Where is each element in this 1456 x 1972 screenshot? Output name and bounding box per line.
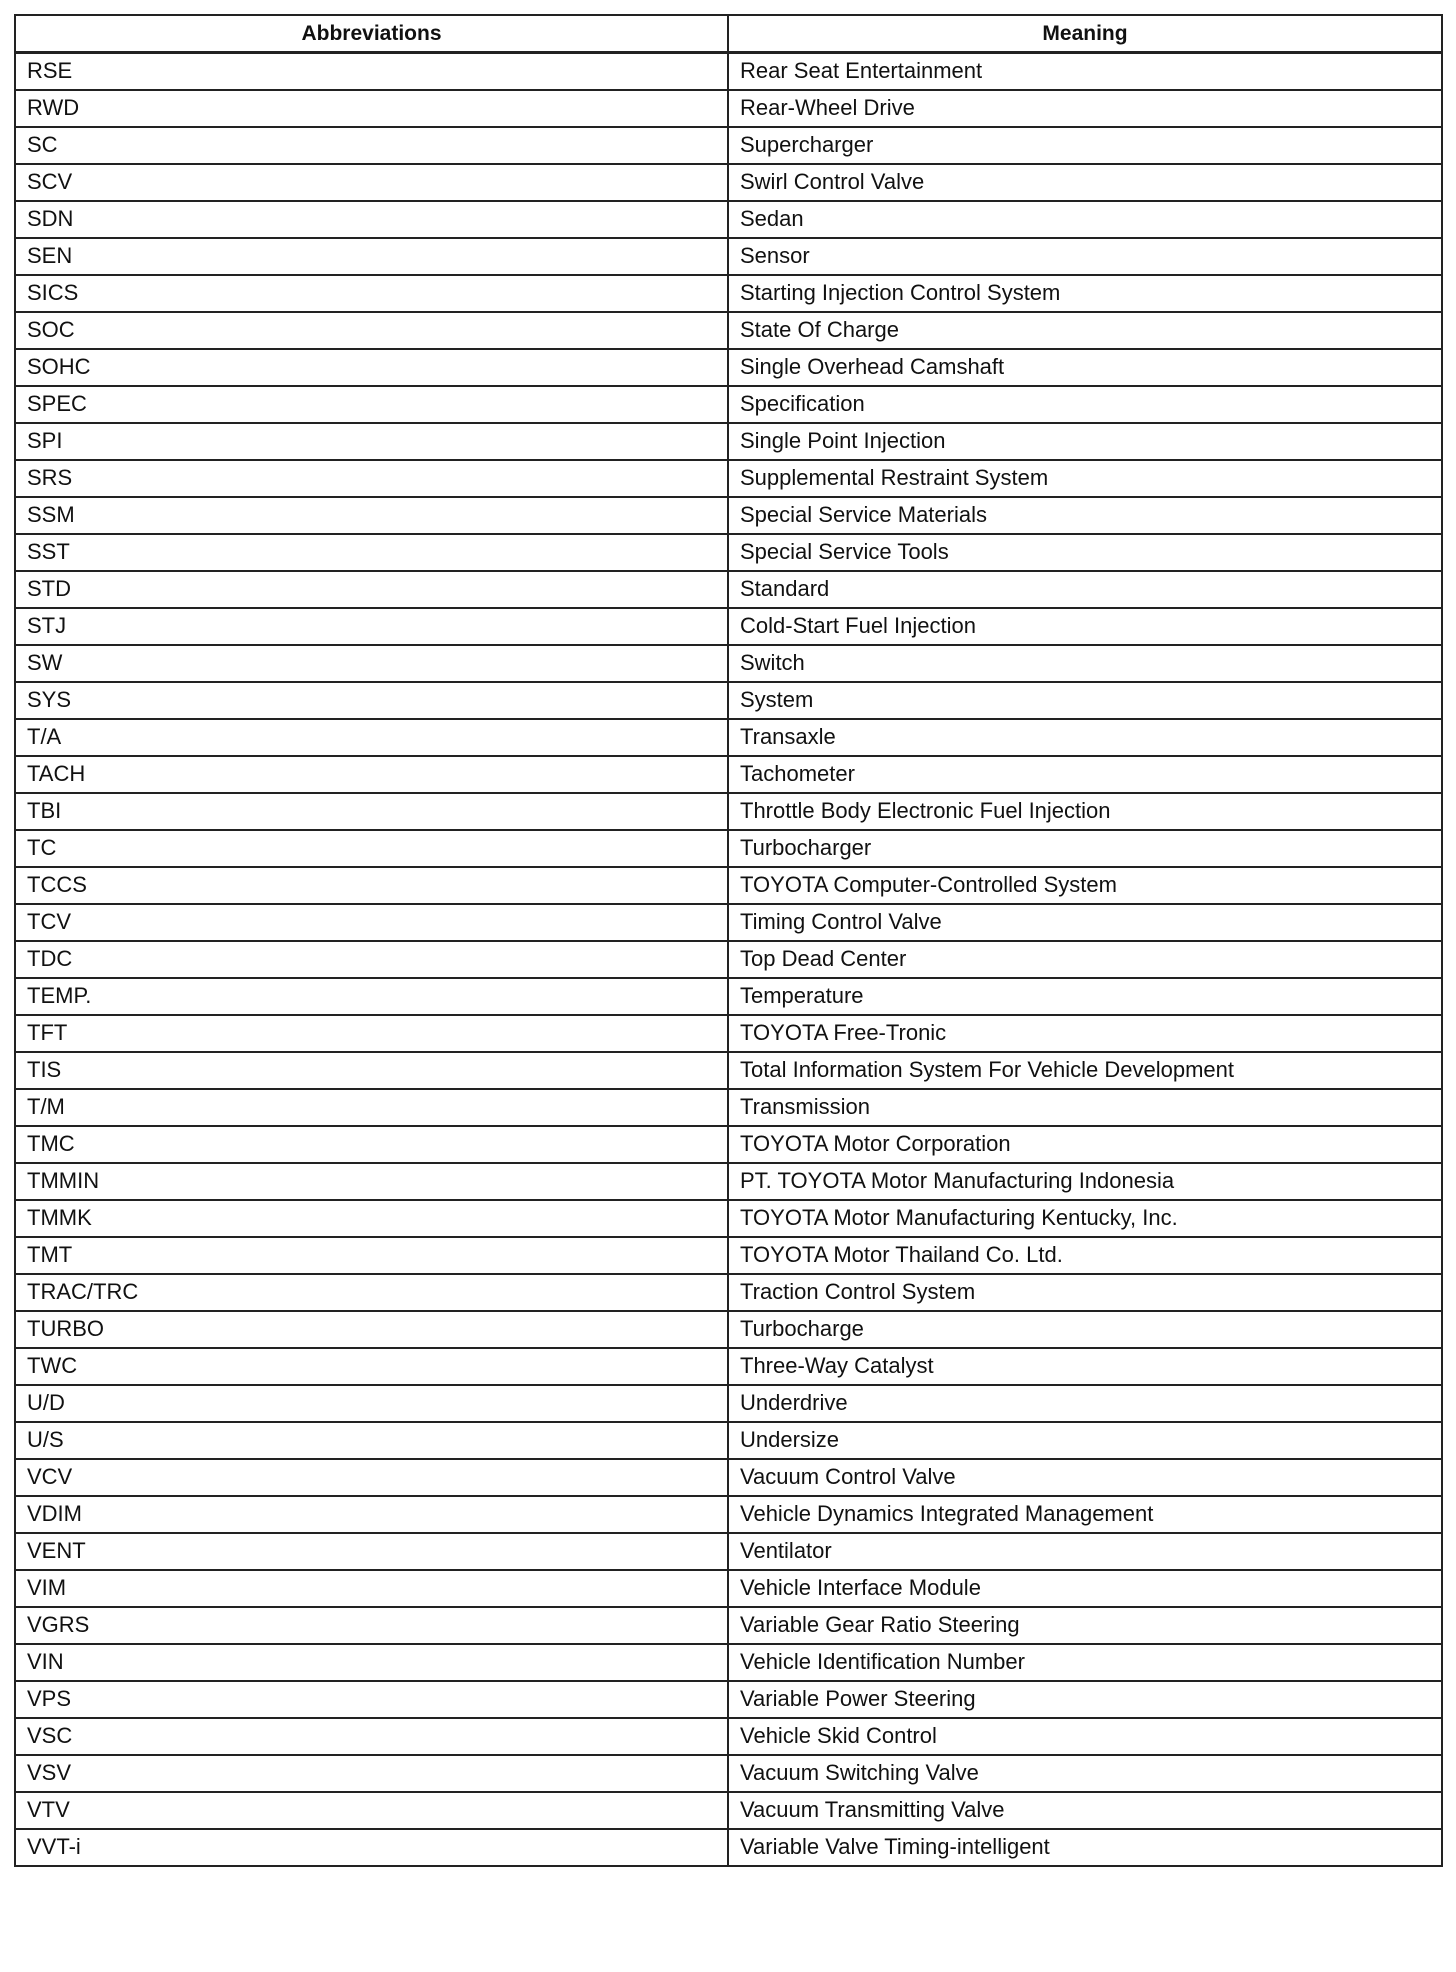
table-row xyxy=(15,904,1442,941)
table-row xyxy=(15,941,1442,978)
table-row xyxy=(15,349,1442,386)
meaning-cell: Vacuum Transmitting Valve xyxy=(728,1792,1442,1829)
abbreviation-cell: U/D xyxy=(15,1385,728,1422)
table-row xyxy=(15,312,1442,349)
abbreviation-cell: TEMP. xyxy=(15,978,728,1015)
abbreviation-cell: TRAC/TRC xyxy=(15,1274,728,1311)
table-row xyxy=(15,1163,1442,1200)
abbreviation-cell: TMT xyxy=(15,1237,728,1274)
meaning-cell: Rear Seat Entertainment xyxy=(728,53,1442,90)
abbreviation-cell: VIM xyxy=(15,1570,728,1607)
table-body xyxy=(15,53,1442,1866)
abbreviation-cell: SRS xyxy=(15,460,728,497)
meaning-cell: Switch xyxy=(728,645,1442,682)
table-row xyxy=(15,608,1442,645)
abbreviation-cell: U/S xyxy=(15,1422,728,1459)
abbreviation-cell: TFT xyxy=(15,1015,728,1052)
meaning-cell: Sedan xyxy=(728,201,1442,238)
meaning-cell: Turbocharge xyxy=(728,1311,1442,1348)
meaning-cell: Top Dead Center xyxy=(728,941,1442,978)
abbreviation-cell: T/M xyxy=(15,1089,728,1126)
table-row xyxy=(15,1089,1442,1126)
table-row xyxy=(15,1644,1442,1681)
meaning-cell: Variable Gear Ratio Steering xyxy=(728,1607,1442,1644)
table-row xyxy=(15,1126,1442,1163)
meaning-cell: Supplemental Restraint System xyxy=(728,460,1442,497)
meaning-cell: Starting Injection Control System xyxy=(728,275,1442,312)
table-row xyxy=(15,201,1442,238)
abbreviation-cell: SOC xyxy=(15,312,728,349)
table-row xyxy=(15,275,1442,312)
meaning-cell: Underdrive xyxy=(728,1385,1442,1422)
meaning-cell: Single Point Injection xyxy=(728,423,1442,460)
abbreviation-cell: VTV xyxy=(15,1792,728,1829)
table-row xyxy=(15,1422,1442,1459)
table-row xyxy=(15,1015,1442,1052)
meaning-cell: State Of Charge xyxy=(728,312,1442,349)
abbreviation-cell: VDIM xyxy=(15,1496,728,1533)
table-row xyxy=(15,460,1442,497)
meaning-cell: TOYOTA Free-Tronic xyxy=(728,1015,1442,1052)
table-row xyxy=(15,719,1442,756)
table-header-row xyxy=(15,15,1442,53)
meaning-cell: Vehicle Interface Module xyxy=(728,1570,1442,1607)
table-row xyxy=(15,164,1442,201)
meaning-cell: Rear-Wheel Drive xyxy=(728,90,1442,127)
meaning-cell: Variable Valve Timing-intelligent xyxy=(728,1829,1442,1866)
abbreviation-cell: TMC xyxy=(15,1126,728,1163)
meaning-cell: Vehicle Skid Control xyxy=(728,1718,1442,1755)
abbreviation-cell: TC xyxy=(15,830,728,867)
abbreviation-cell: SC xyxy=(15,127,728,164)
meaning-cell: Specification xyxy=(728,386,1442,423)
table-row xyxy=(15,1607,1442,1644)
abbreviation-cell: TBI xyxy=(15,793,728,830)
meaning-cell: Vacuum Control Valve xyxy=(728,1459,1442,1496)
table-row xyxy=(15,1681,1442,1718)
table-row xyxy=(15,571,1442,608)
table-row xyxy=(15,423,1442,460)
column-header-abbreviations: Abbreviations xyxy=(15,15,728,53)
meaning-cell: Single Overhead Camshaft xyxy=(728,349,1442,386)
abbreviation-cell: SPEC xyxy=(15,386,728,423)
abbreviation-cell: STD xyxy=(15,571,728,608)
meaning-cell: Sensor xyxy=(728,238,1442,275)
table-row xyxy=(15,1052,1442,1089)
meaning-cell: Cold-Start Fuel Injection xyxy=(728,608,1442,645)
abbreviation-cell: SYS xyxy=(15,682,728,719)
meaning-cell: TOYOTA Motor Manufacturing Kentucky, Inc. xyxy=(728,1200,1442,1237)
table-row xyxy=(15,1570,1442,1607)
meaning-cell: Supercharger xyxy=(728,127,1442,164)
abbreviation-cell: TMMIN xyxy=(15,1163,728,1200)
meaning-cell: Turbocharger xyxy=(728,830,1442,867)
meaning-cell: Ventilator xyxy=(728,1533,1442,1570)
meaning-cell: Throttle Body Electronic Fuel Injection xyxy=(728,793,1442,830)
abbreviation-cell: SEN xyxy=(15,238,728,275)
table-row xyxy=(15,1792,1442,1829)
meaning-cell: Special Service Materials xyxy=(728,497,1442,534)
meaning-cell: TOYOTA Motor Thailand Co. Ltd. xyxy=(728,1237,1442,1274)
abbreviation-cell: VSC xyxy=(15,1718,728,1755)
abbreviation-cell: SOHC xyxy=(15,349,728,386)
table-row xyxy=(15,497,1442,534)
meaning-cell: System xyxy=(728,682,1442,719)
abbreviation-cell: VGRS xyxy=(15,1607,728,1644)
table-row xyxy=(15,1274,1442,1311)
table-row xyxy=(15,645,1442,682)
abbreviation-cell: VENT xyxy=(15,1533,728,1570)
meaning-cell: Temperature xyxy=(728,978,1442,1015)
table-row xyxy=(15,1200,1442,1237)
table-row xyxy=(15,1348,1442,1385)
abbreviation-cell: RWD xyxy=(15,90,728,127)
meaning-cell: Transmission xyxy=(728,1089,1442,1126)
meaning-cell: Tachometer xyxy=(728,756,1442,793)
meaning-cell: Timing Control Valve xyxy=(728,904,1442,941)
abbreviation-cell: VSV xyxy=(15,1755,728,1792)
abbreviation-cell: TWC xyxy=(15,1348,728,1385)
table-row xyxy=(15,127,1442,164)
abbreviation-cell: VIN xyxy=(15,1644,728,1681)
table-row xyxy=(15,1385,1442,1422)
abbreviation-cell: SDN xyxy=(15,201,728,238)
abbreviation-cell: VCV xyxy=(15,1459,728,1496)
table-row xyxy=(15,978,1442,1015)
abbreviation-cell: VVT-i xyxy=(15,1829,728,1866)
meaning-cell: Special Service Tools xyxy=(728,534,1442,571)
table-row xyxy=(15,238,1442,275)
table-row xyxy=(15,534,1442,571)
abbreviation-cell: TIS xyxy=(15,1052,728,1089)
abbreviation-cell: SPI xyxy=(15,423,728,460)
abbreviation-cell: TCCS xyxy=(15,867,728,904)
meaning-cell: Three-Way Catalyst xyxy=(728,1348,1442,1385)
abbreviation-cell: TCV xyxy=(15,904,728,941)
abbreviations-table xyxy=(14,14,1443,1867)
table-row xyxy=(15,53,1442,90)
meaning-cell: Transaxle xyxy=(728,719,1442,756)
abbreviation-cell: TURBO xyxy=(15,1311,728,1348)
abbreviation-cell: SST xyxy=(15,534,728,571)
meaning-cell: Variable Power Steering xyxy=(728,1681,1442,1718)
abbreviation-cell: STJ xyxy=(15,608,728,645)
abbreviation-cell: SW xyxy=(15,645,728,682)
abbreviation-cell: SSM xyxy=(15,497,728,534)
meaning-cell: Swirl Control Valve xyxy=(728,164,1442,201)
table-row xyxy=(15,1755,1442,1792)
meaning-cell: TOYOTA Motor Corporation xyxy=(728,1126,1442,1163)
abbreviation-cell: VPS xyxy=(15,1681,728,1718)
meaning-cell: Total Information System For Vehicle Development xyxy=(728,1052,1442,1089)
meaning-cell: Standard xyxy=(728,571,1442,608)
table-row xyxy=(15,867,1442,904)
meaning-cell: Traction Control System xyxy=(728,1274,1442,1311)
meaning-cell: Vehicle Identification Number xyxy=(728,1644,1442,1681)
meaning-cell: PT. TOYOTA Motor Manufacturing Indonesia xyxy=(728,1163,1442,1200)
meaning-cell: Vehicle Dynamics Integrated Management xyxy=(728,1496,1442,1533)
meaning-cell: Undersize xyxy=(728,1422,1442,1459)
abbreviation-cell: TACH xyxy=(15,756,728,793)
meaning-cell: TOYOTA Computer-Controlled System xyxy=(728,867,1442,904)
table-row xyxy=(15,830,1442,867)
abbreviation-cell: T/A xyxy=(15,719,728,756)
table-row xyxy=(15,386,1442,423)
column-header-meaning: Meaning xyxy=(728,15,1442,53)
table-row xyxy=(15,1459,1442,1496)
table-row xyxy=(15,1496,1442,1533)
abbreviation-cell: RSE xyxy=(15,53,728,90)
table-row xyxy=(15,793,1442,830)
table-row xyxy=(15,1533,1442,1570)
table-row xyxy=(15,756,1442,793)
abbreviation-cell: SICS xyxy=(15,275,728,312)
meaning-cell: Vacuum Switching Valve xyxy=(728,1755,1442,1792)
table-row xyxy=(15,90,1442,127)
table-row xyxy=(15,1237,1442,1274)
abbreviation-cell: SCV xyxy=(15,164,728,201)
abbreviation-cell: TMMK xyxy=(15,1200,728,1237)
table-row xyxy=(15,1718,1442,1755)
table-row xyxy=(15,1829,1442,1866)
table-row xyxy=(15,1311,1442,1348)
table-row xyxy=(15,682,1442,719)
abbreviation-cell: TDC xyxy=(15,941,728,978)
